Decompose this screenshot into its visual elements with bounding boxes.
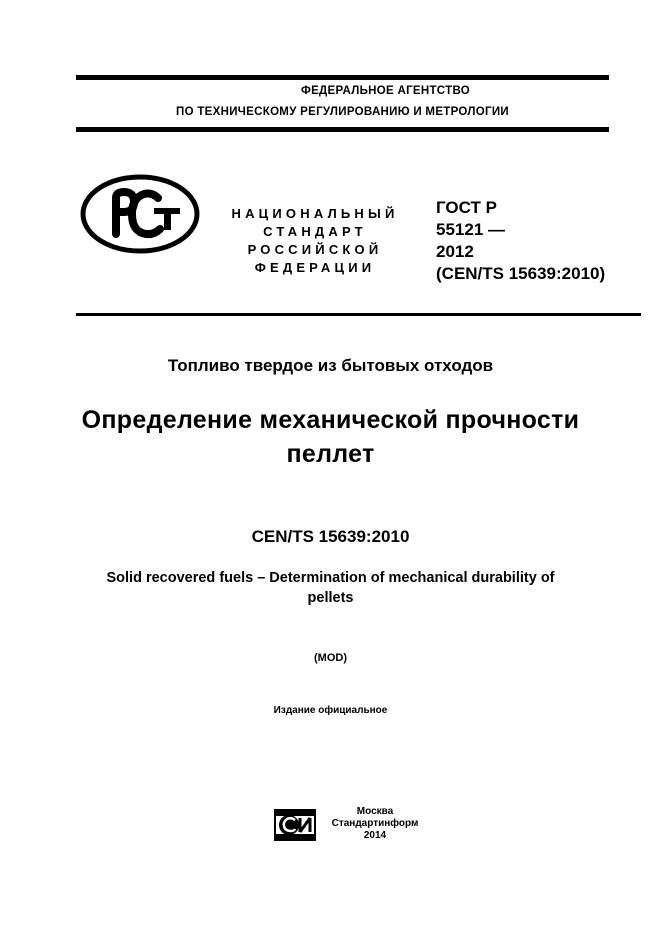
standard-label-line-2: СТАНДАРТ: [263, 224, 367, 239]
publisher-city: Москва: [356, 806, 394, 817]
english-title: [0, 568, 661, 608]
agency-line-1: ФЕДЕРАЛЬНОЕ АГЕНТСТВО: [300, 85, 471, 97]
document-title: [0, 403, 661, 471]
rst-certification-mark-icon: [80, 174, 200, 254]
english-title-line-2: pellets: [307, 590, 354, 606]
publisher-info: [325, 806, 425, 842]
standard-label-line-1: НАЦИОНАЛЬНЫЙ: [231, 206, 399, 221]
standartinform-logo-icon: [273, 808, 317, 842]
standard-label-line-4: ФЕДЕРАЦИИ: [254, 260, 376, 275]
title-line-2: пеллет: [286, 440, 375, 468]
document-subtitle: Топливо твердое из бытовых отходов: [167, 356, 494, 375]
designation-line-4: (CEN/TS 15639:2010): [436, 264, 606, 283]
designation-line-1: ГОСТ Р: [436, 198, 497, 217]
modification-label: (MOD): [314, 652, 347, 664]
standard-designation: [436, 197, 651, 285]
agency-bottom-rule: [76, 127, 609, 132]
standard-label-line-3: РОССИЙСКОЙ: [247, 242, 383, 257]
designation-line-3: 2012: [436, 242, 474, 261]
designation-line-2: 55121 —: [436, 220, 505, 239]
publisher-name: Стандартинформ: [331, 818, 419, 829]
title-line-1: Определение механической прочности: [81, 406, 580, 434]
edition-label: Издание официальное: [273, 705, 388, 716]
cen-code: CEN/TS 15639:2010: [251, 527, 410, 546]
agency-line-2: ПО ТЕХНИЧЕСКОМУ РЕГУЛИРОВАНИЮ И МЕТРОЛОГИИ: [176, 106, 509, 118]
standard-label: [210, 205, 420, 277]
english-title-line-1: Solid recovered fuels – Determination of mechanical durability of: [106, 570, 555, 586]
header-bottom-rule: [76, 313, 641, 316]
publisher-year: 2014: [363, 830, 387, 841]
top-rule: [76, 75, 609, 80]
